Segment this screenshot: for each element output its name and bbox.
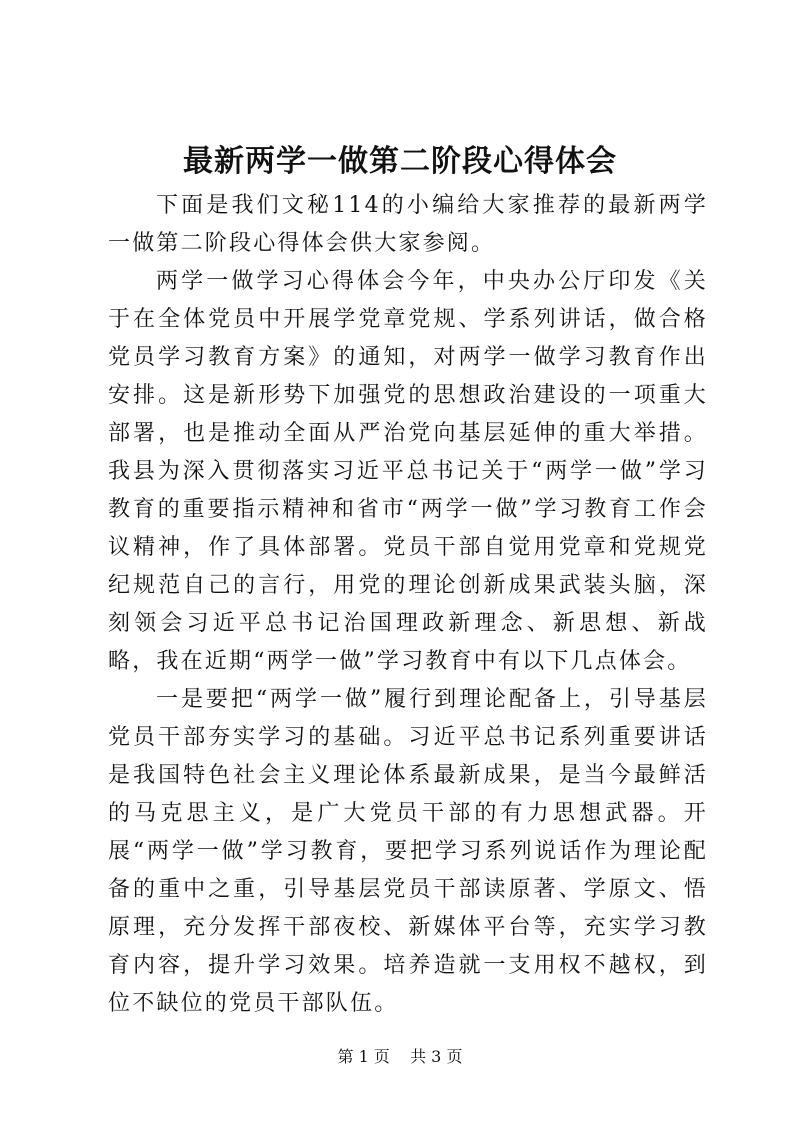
- page-number: 第 1 页: [337, 1047, 390, 1066]
- paragraph-point-one: 一是要把“两学一做”履行到理论配备上，引导基层党员干部夯实学习的基础。习近平总书记系列重要讲话是我国特色社会主义理论体系最新成果，是当今最鲜活的马克思主义，是广大党员干部的有力思想武器。开展“两学一做”学习教育，要把学习系列说话作为理论配备的重中之重，引导基层党员干部读原著、学原文、悟原理，充分发挥干部夜校、新媒体平台等，充实学习教育内容，提升学习效果。培养造就一支用权不越权，到位不缺位的党员干部队伍。: [108, 687, 708, 1016]
- document-body: [108, 187, 708, 1023]
- paragraph-intro: 下面是我们文秘114的小编给大家推荐的最新两学一做第二阶段心得体会供大家参阅。: [108, 193, 708, 256]
- document-title: 最新两学一做第二阶段心得体会: [183, 144, 617, 179]
- page-footer: [0, 1045, 800, 1069]
- page-total: 共 3 页: [410, 1047, 463, 1066]
- paragraph-main: 两学一做学习心得体会今年，中央办公厅印发《关于在全体党员中开展学党章党规、学系列讲话，做合格党员学习教育方案》的通知，对两学一做学习教育作出安排。这是新形势下加强党的思想政治建设的一项重大部署，也是推动全面从严治党向基层延伸的重大举措。我县为深入贯彻落实习近平总书记关于“两学一做”学习教育的重要指示精神和省市“两学一做”学习教育工作会议精神，作了具体部署。党员干部自觉用党章和党规党纪规范自己的言行，用党的理论创新成果武装头脑，深刻领会习近平总书记治国理政新理念、新思想、新战略，我在近期“两学一做”学习教育中有以下几点体会。: [108, 269, 708, 674]
